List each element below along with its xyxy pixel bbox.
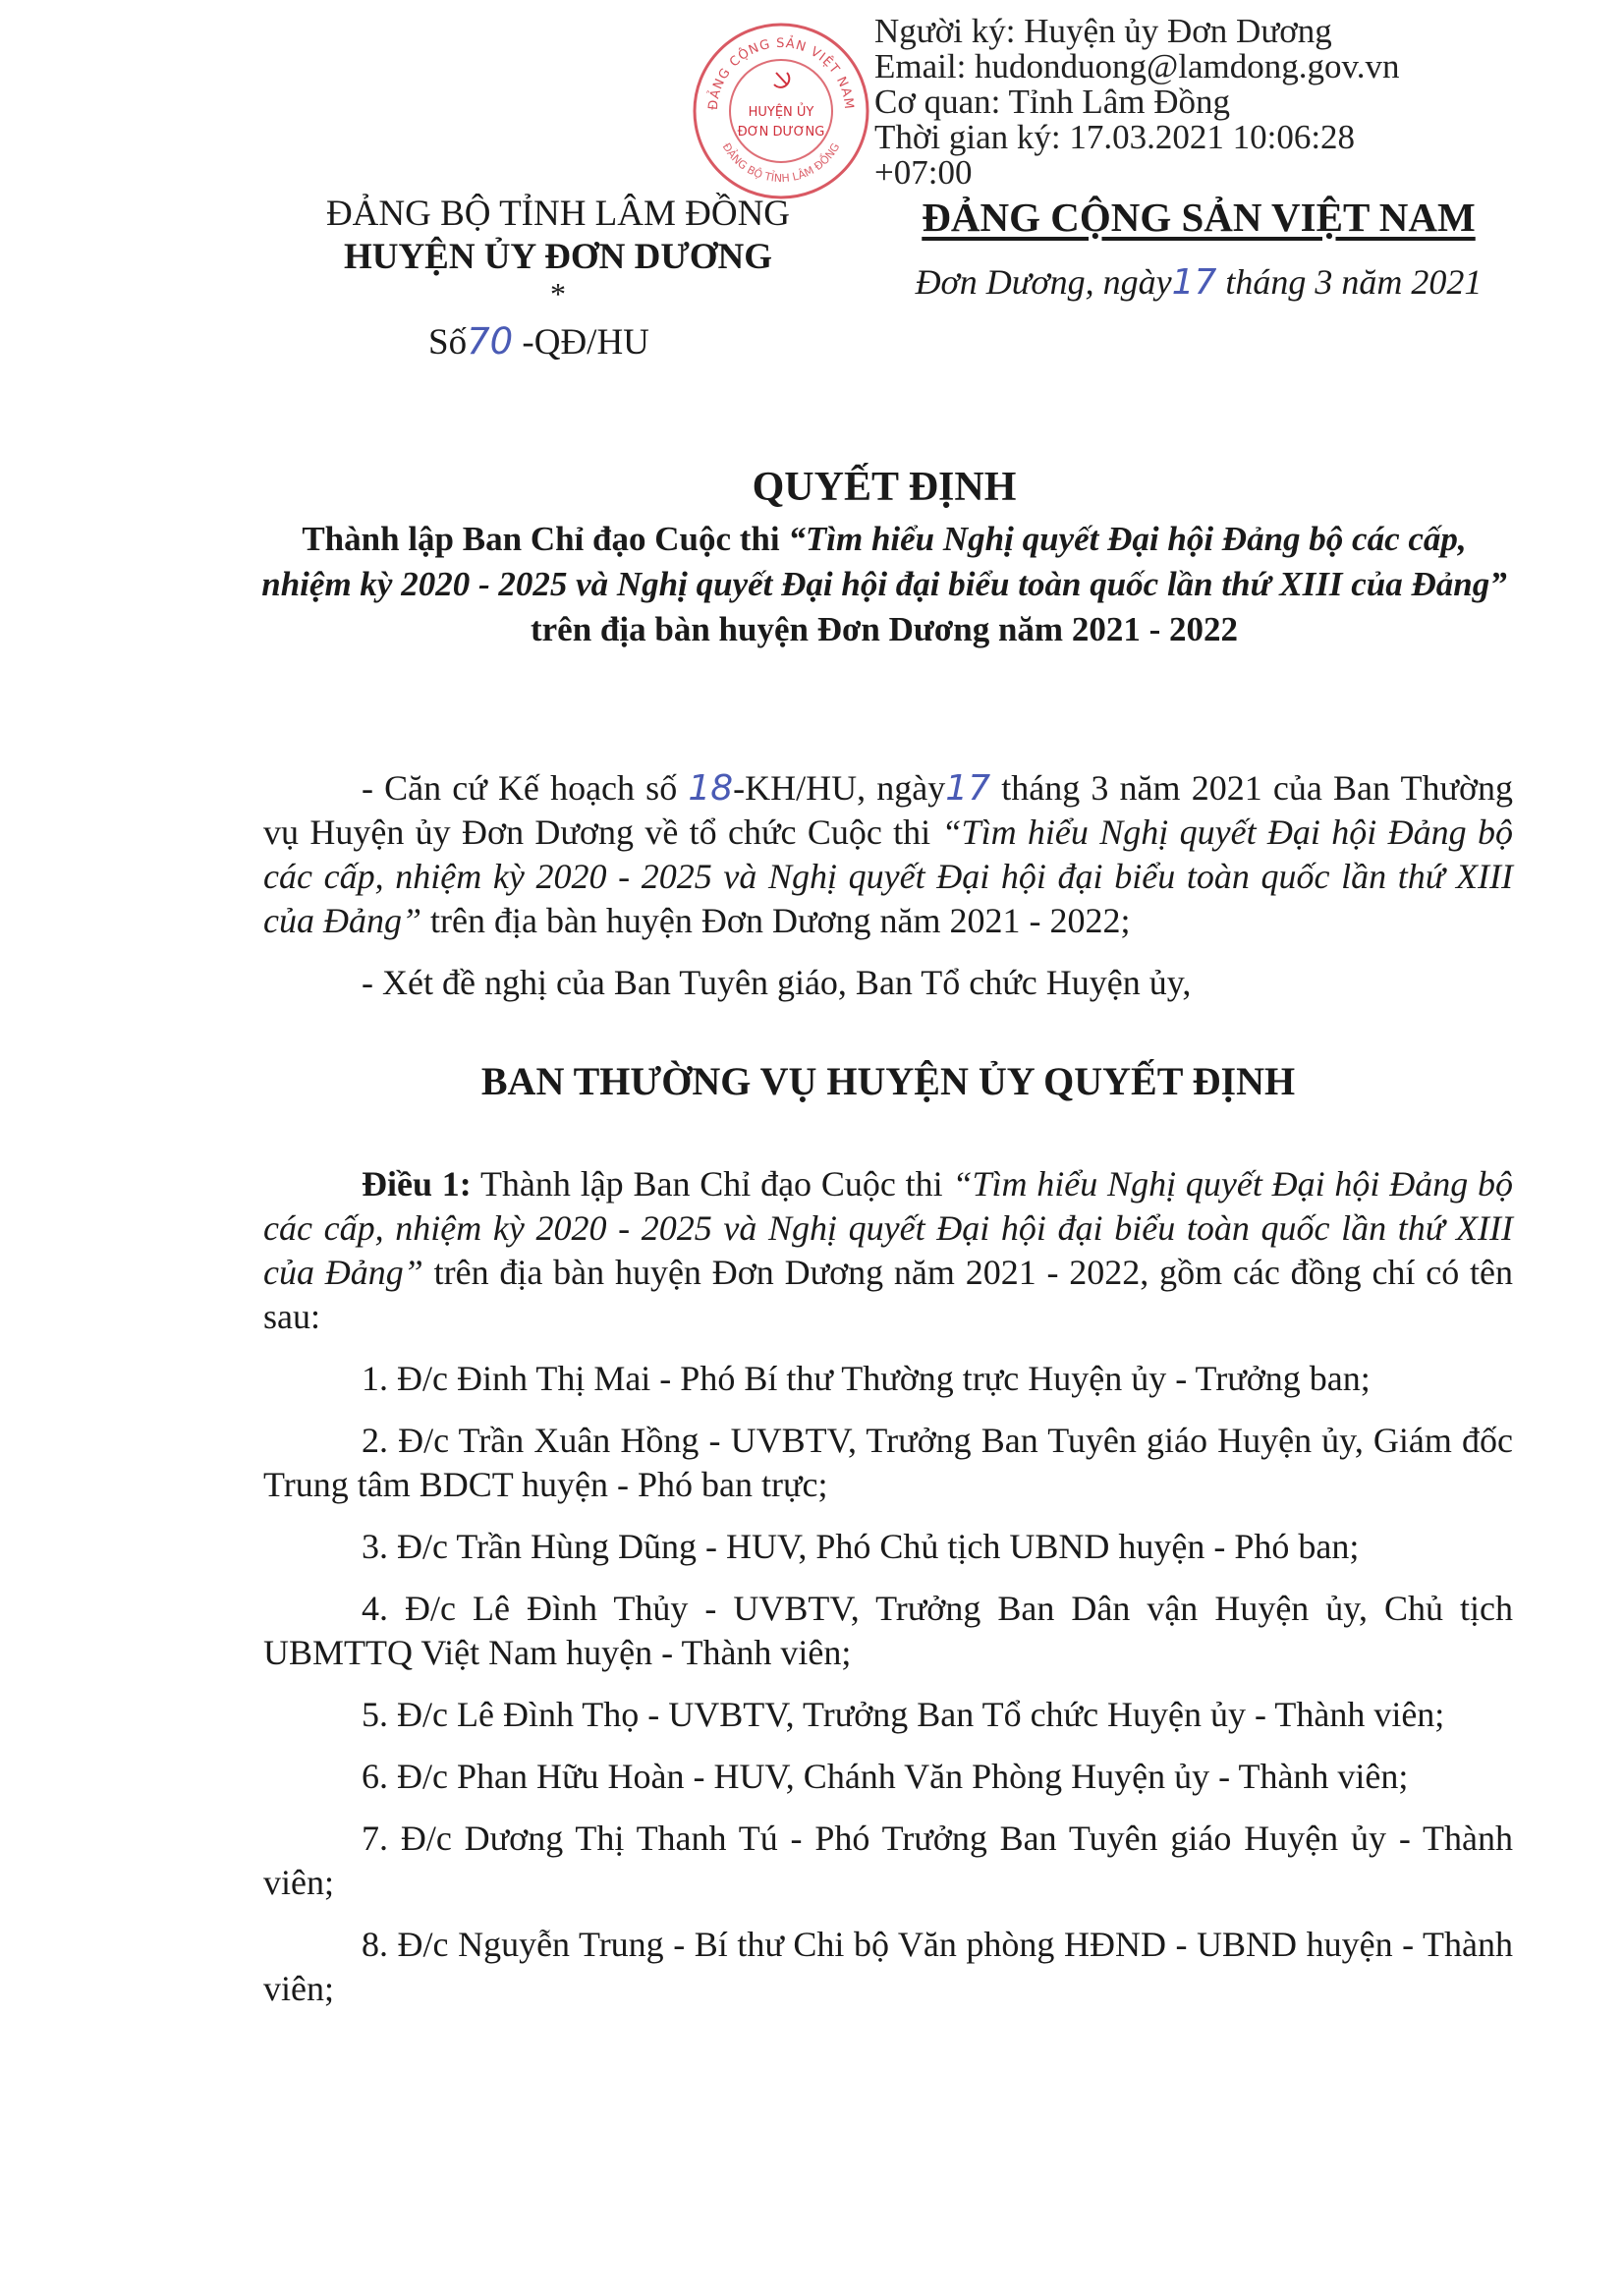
digital-signature-block (874, 14, 1400, 191)
basis1-italic: “Tìm hiểu Nghị quyết Đại hội Đảng bộ các cấp, nhiệm kỳ 2020 - 2025 và Nghị quyết Đại hội đại biểu toàn quốc lần thứ XIII của Đảng” (263, 812, 1513, 940)
party-name: ĐẢNG CỘNG SẢN VIỆT NAM (922, 195, 1476, 240)
member-item: 6. Đ/c Phan Hữu Hoàn - HUV, Chánh Văn Phòng Huyện ủy - Thành viên; (362, 1757, 1409, 1796)
email-line: Email: hudonduong@lamdong.gov.vn (874, 47, 1400, 85)
org-district: HUYỆN ỦY ĐƠN DƯƠNG (343, 237, 773, 277)
member-item: 7. Đ/c Dương Thị Thanh Tú - Phó Trưởng Ban Tuyên giáo Huyện ủy - Thành viên; (263, 1819, 1513, 1902)
hammer-sickle-icon (774, 73, 789, 87)
number-handwritten: 70 (467, 320, 514, 363)
article-1-italic: “Tìm hiểu Nghị quyết Đại hội Đảng bộ các cấp, nhiệm kỳ 2020 - 2025 và Nghị quyết Đại hội đại biểu toàn quốc lần thứ XIII của Đảng” (263, 1164, 1513, 1292)
stamp-lower-text: ĐẢNG BỘ TỈNH LÂM ĐỒNG (719, 140, 843, 186)
svg-text:ĐẢNG CỘNG SẢN VIỆT NAM (705, 34, 856, 111)
national-header (884, 193, 1513, 303)
title-subject (255, 517, 1513, 652)
document-number (428, 320, 649, 364)
issuing-organization-header (263, 193, 853, 363)
title-sub-italic: “Tìm hiểu Nghị quyết Đại hội Đảng bộ các cấp, nhiệm kỳ 2020 - 2025 và Nghị quyết Đại hội đại biểu toàn quốc lần thứ XIII của Đảng” (261, 520, 1507, 603)
stamp-arc-text: ĐẢNG CỘNG SẢN VIỆT NAM (705, 35, 857, 111)
stamp-center-line1: HUYỆN ỦY (748, 105, 814, 120)
member-item: 4. Đ/c Lê Đình Thủy - UVBTV, Trưởng Ban Dân vận Huyện ủy, Chủ tịch UBMTTQ Việt Nam huyện - Thành viên; (263, 1589, 1513, 1672)
sign-time-line: Thời gian ký: 17.03.2021 10:06:28 (874, 118, 1356, 156)
title-main: QUYẾT ĐỊNH (752, 465, 1017, 510)
stamp-center-line2: ĐƠN DƯƠNG (737, 125, 825, 140)
star-separator: * (550, 276, 566, 311)
member-item: 2. Đ/c Trần Xuân Hồng - UVBTV, Trưởng Ban Tuyên giáo Huyện ủy, Giám đốc Trung tâm BDCT huyện - Phó ban trực; (263, 1421, 1513, 1504)
plan-day-handwritten: 17 (945, 768, 991, 809)
basis1-text-a: - Căn cứ Kế hoạch số (362, 768, 689, 808)
agency-line: Cơ quan: Tỉnh Lâm Đồng (874, 83, 1230, 121)
number-suffix: -QĐ/HU (522, 322, 649, 363)
place-date-suffix: tháng 3 năm 2021 (1216, 262, 1483, 302)
org-provincial: ĐẢNG BỘ TỈNH LÂM ĐỒNG (325, 194, 791, 234)
article-1-text-b: trên địa bàn huyện Đơn Dương năm 2021 - 2022, gồm các đồng chí có tên sau: (263, 1253, 1513, 1336)
official-seal-stamp (688, 18, 874, 204)
legal-basis-2: - Xét đề nghị của Ban Tuyên giáo, Ban Tổ chức Huyện ủy, (362, 963, 1192, 1002)
plan-number-handwritten: 18 (688, 768, 734, 809)
basis1-text-c: tháng 3 năm 2021 của Ban Thường vụ Huyện ủy Đơn Dương về tổ chức Cuộc thi (263, 768, 1513, 852)
place-date-prefix: Đơn Dương, ngày (915, 262, 1172, 302)
signer-line: Người ký: Huyện ủy Đơn Dương (874, 12, 1332, 50)
article-1 (263, 1162, 1513, 1339)
member-item: 1. Đ/c Đinh Thị Mai - Phó Bí thư Thường trực Huyện ủy - Trưởng ban; (362, 1359, 1371, 1398)
member-item: 5. Đ/c Lê Đình Thọ - UVBTV, Trưởng Ban Tổ chức Huyện ủy - Thành viên; (362, 1695, 1445, 1734)
place-and-date (884, 261, 1513, 303)
basis1-text-d: trên địa bàn huyện Đơn Dương năm 2021 - 2022; (421, 901, 1131, 940)
day-handwritten: 17 (1171, 262, 1217, 303)
title-sub-part1: Thành lập Ban Chỉ đạo Cuộc thi (302, 520, 789, 558)
legal-basis-1 (263, 766, 1513, 943)
decision-heading: BAN THƯỜNG VỤ HUYỆN ỦY QUYẾT ĐỊNH (480, 1059, 1296, 1103)
member-item: 8. Đ/c Nguyễn Trung - Bí thư Chi bộ Văn phòng HĐND - UBND huyện - Thành viên; (263, 1925, 1513, 2008)
article-1-text-a: Thành lập Ban Chỉ đạo Cuộc thi (471, 1164, 953, 1204)
number-prefix: Số (428, 322, 468, 363)
title-sub-part2: trên địa bàn huyện Đơn Dương năm 2021 - 2022 (530, 610, 1238, 648)
member-item: 3. Đ/c Trần Hùng Dũng - HUV, Phó Chủ tịch UBND huyện - Phó ban; (362, 1527, 1360, 1566)
document-title (255, 462, 1513, 652)
document-body (263, 766, 1513, 2029)
basis1-text-b: -KH/HU, ngày (733, 768, 946, 808)
article-1-label: Điều 1: (362, 1164, 472, 1204)
sign-time-zone: +07:00 (874, 153, 973, 192)
